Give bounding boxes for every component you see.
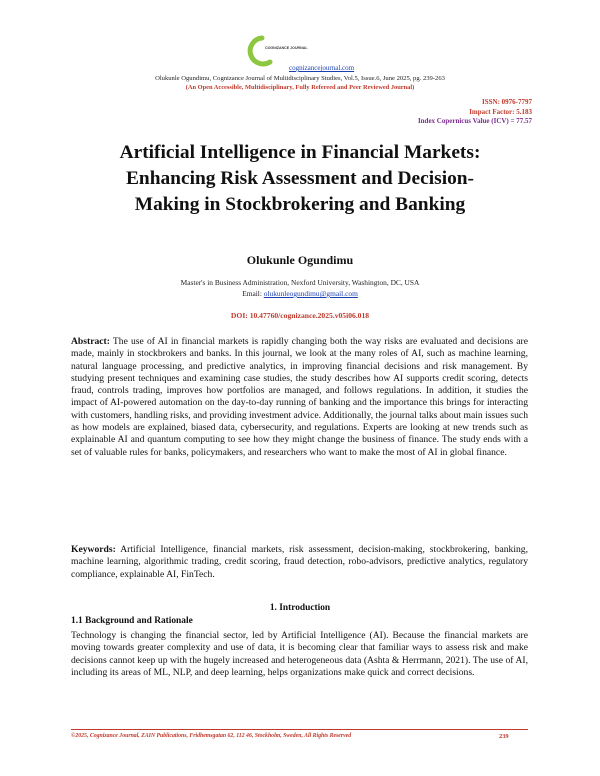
title-line-3: Making in Stockbrokering and Banking <box>134 194 466 215</box>
title-line-1: Artificial Intelligence in Financial Markets: <box>119 142 481 163</box>
paper-title <box>40 140 560 218</box>
email-link[interactable]: olukunleogundimu@gmail.com <box>263 289 358 298</box>
abstract-label: Abstract: <box>71 336 110 347</box>
author-name: Olukunle Ogundimu <box>246 253 354 267</box>
journal-logo <box>232 34 308 68</box>
author-affiliation: Master's in Business Administration, Nexford University, Washington, DC, USA <box>180 278 420 287</box>
logo-text: COGNIZANCE JOURNAL <box>265 46 308 50</box>
page-number: 239 <box>499 733 509 740</box>
author-email-line <box>0 289 600 298</box>
index-copernicus-value: Index Copernicus Value (ICV) = 77.57 <box>417 117 532 126</box>
issn: ISSN: 0976-7797 <box>482 98 532 106</box>
citation-line: Olukunle Ogundimu, Cognizance Journal of Multidisciplinary Studies, Vol.5, Issue.6, June 2025, pg. 239-263 <box>155 75 445 82</box>
keywords-text: Artificial Intelligence, financial markets, risk assessment, decision-making, stockbrokering, banking, machine learning, algorithmic trading, credit scoring, fraud detection, robo-advisors, predictive analytics, regulatory compliance, explainable AI, FinTech. <box>71 544 529 580</box>
keywords <box>71 544 528 581</box>
impact-factor: Impact Factor: 5.183 <box>469 107 532 116</box>
keywords-label: Keywords: <box>71 544 116 555</box>
abstract-text: The use of AI in financial markets is rapidly changing both the way risks are evaluated and decisions are made, mainly in stockbrokers and banks. In this journal, we look at the many roles of AI, such as machine learning, natural language processing, and predictive analytics, in improving financial decisions and risk management. By studying present techniques and examining case studies, the study describes how AI supports credit scoring, detects fraud, controls trading, improves how portfolios are managed, and follows regulations. In addition, it studies the impact of AI-powered automation on the day-to-day running of banking and the importance this brings for interacting with customers, handling risks, and providing investment advice. Additionally, the journal talks about main issues such as how models are explained, biased data, cybersecurity, and regulations. Experts are looking at new trends such as explainable AI and quantum computing to see how they might change the business of finance. The study ends with a set of valuable rules for banks, policymakers, and researchers who want to make the most of AI in global finance. <box>71 336 528 458</box>
introduction-paragraph: Technology is changing the financial sector, led by Artificial Intelligence (AI). Because the financial markets are moving towards greater complexity and use of data, it is becoming clear that familiar ways to assess risk and make decisions cannot keep up with the hugely increased and heterogeneous data (Ashta & Herrmann, 2021). The use of AI, including its areas of ML, NLP, and deep learning, helps organizations make quick and correct decisions. <box>71 630 528 678</box>
title-line-2: Enhancing Risk Assessment and Decision- <box>125 168 475 189</box>
subsection-heading-background: 1.1 Background and Rationale <box>71 616 193 626</box>
journal-metrics <box>418 98 532 127</box>
doi[interactable]: DOI: 10.47760/cognizance.2025.v05i06.018 <box>230 311 370 320</box>
logo-ring-icon <box>250 38 270 64</box>
footer-divider <box>71 729 528 730</box>
open-access-note: (An Open Accessible, Multidisciplinary, Fully Refereed and Peer Reviewed Journal) <box>185 84 415 91</box>
journal-url-link[interactable]: cognizancejournal.com <box>289 64 355 72</box>
abstract <box>71 336 528 459</box>
footer-copyright: ©2025, Cognizance Journal, ZAIN Publications, Fridhemsgatan 62, 112 46, Stockholm, Sweden, All Rights Reserved <box>71 733 352 739</box>
section-heading-introduction: 1. Introduction <box>269 603 331 613</box>
email-label: Email: <box>242 289 262 298</box>
